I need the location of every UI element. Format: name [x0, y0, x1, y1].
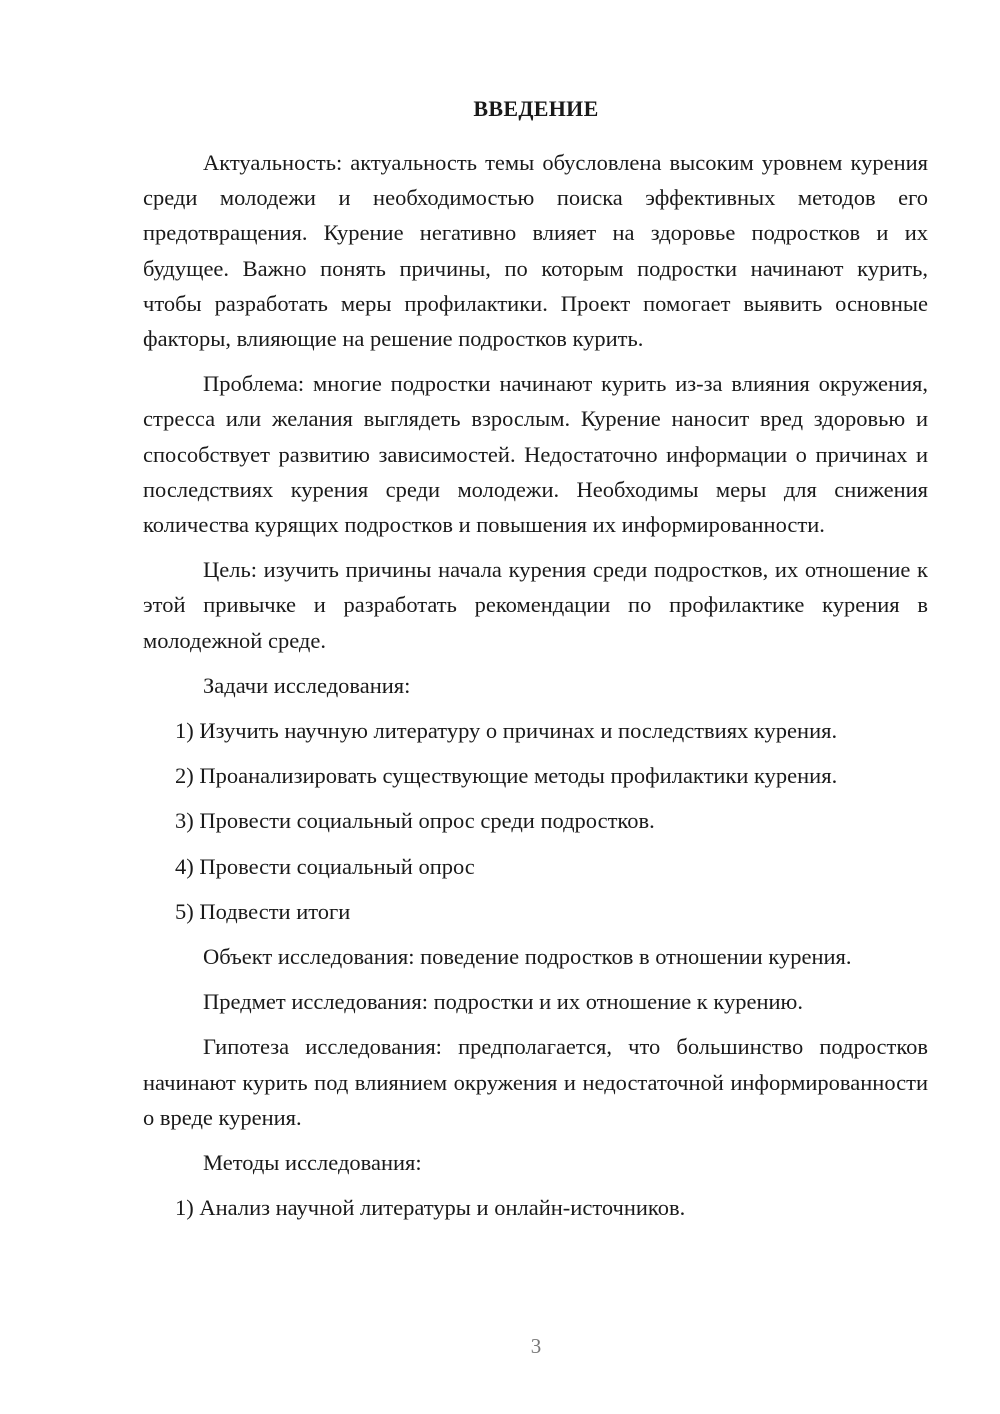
page-number: 3: [530, 1334, 542, 1358]
task-item: 5) Подвести итоги: [175, 898, 351, 924]
document-body: [143, 145, 928, 1235]
method-item: 1) Анализ научной литературы и онлайн-источников.: [175, 1195, 686, 1221]
task-item: 2) Проанализировать существующие методы профилактики курения.: [175, 763, 838, 789]
object-paragraph: Объект исследования: поведение подростков в отношении курения.: [203, 944, 852, 970]
relevance-paragraph: Актуальность: актуальность темы обусловлена высоким уровнем курения среди молодежи и необходимостью поиска эффективных методов его предотвращения. Курение негативно влияет на здоровье подростков и их будущее. Важно понять причины, по которым подростки начинают курить, чтобы разработать меры профилактики. Проект помогает выявить основные факторы, влияющие на решение подростков курить.: [143, 150, 928, 352]
problem-paragraph: Проблема: многие подростки начинают курить из-за влияния окружения, стресса или желания выглядеть взрослым. Курение наносит вред здоровью и способствует развитию зависимостей. Недостаточно информации о причинах и последствиях курения среди молодежи. Необходимы меры для снижения количества курящих подростков и повышения их информированности.: [143, 371, 928, 538]
task-item: 3) Провести социальный опрос среди подростков.: [175, 808, 655, 834]
methods-heading: Методы исследования:: [203, 1150, 422, 1176]
task-item: 1) Изучить научную литературу о причинах и последствиях курения.: [175, 718, 838, 744]
page-title: ВВЕДЕНИЕ: [473, 96, 599, 121]
subject-paragraph: Предмет исследования: подростки и их отношение к курению.: [203, 989, 803, 1015]
hypothesis-paragraph: Гипотеза исследования: предполагается, что большинство подростков начинают курить под влиянием окружения и недостаточной информированности о вреде курения.: [143, 1034, 928, 1130]
task-item: 4) Провести социальный опрос: [175, 853, 475, 879]
tasks-heading: Задачи исследования:: [203, 672, 411, 698]
goal-paragraph: Цель: изучить причины начала курения среди подростков, их отношение к этой привычке и разработать рекомендации по профилактике курения в молодежной среде.: [143, 557, 928, 653]
